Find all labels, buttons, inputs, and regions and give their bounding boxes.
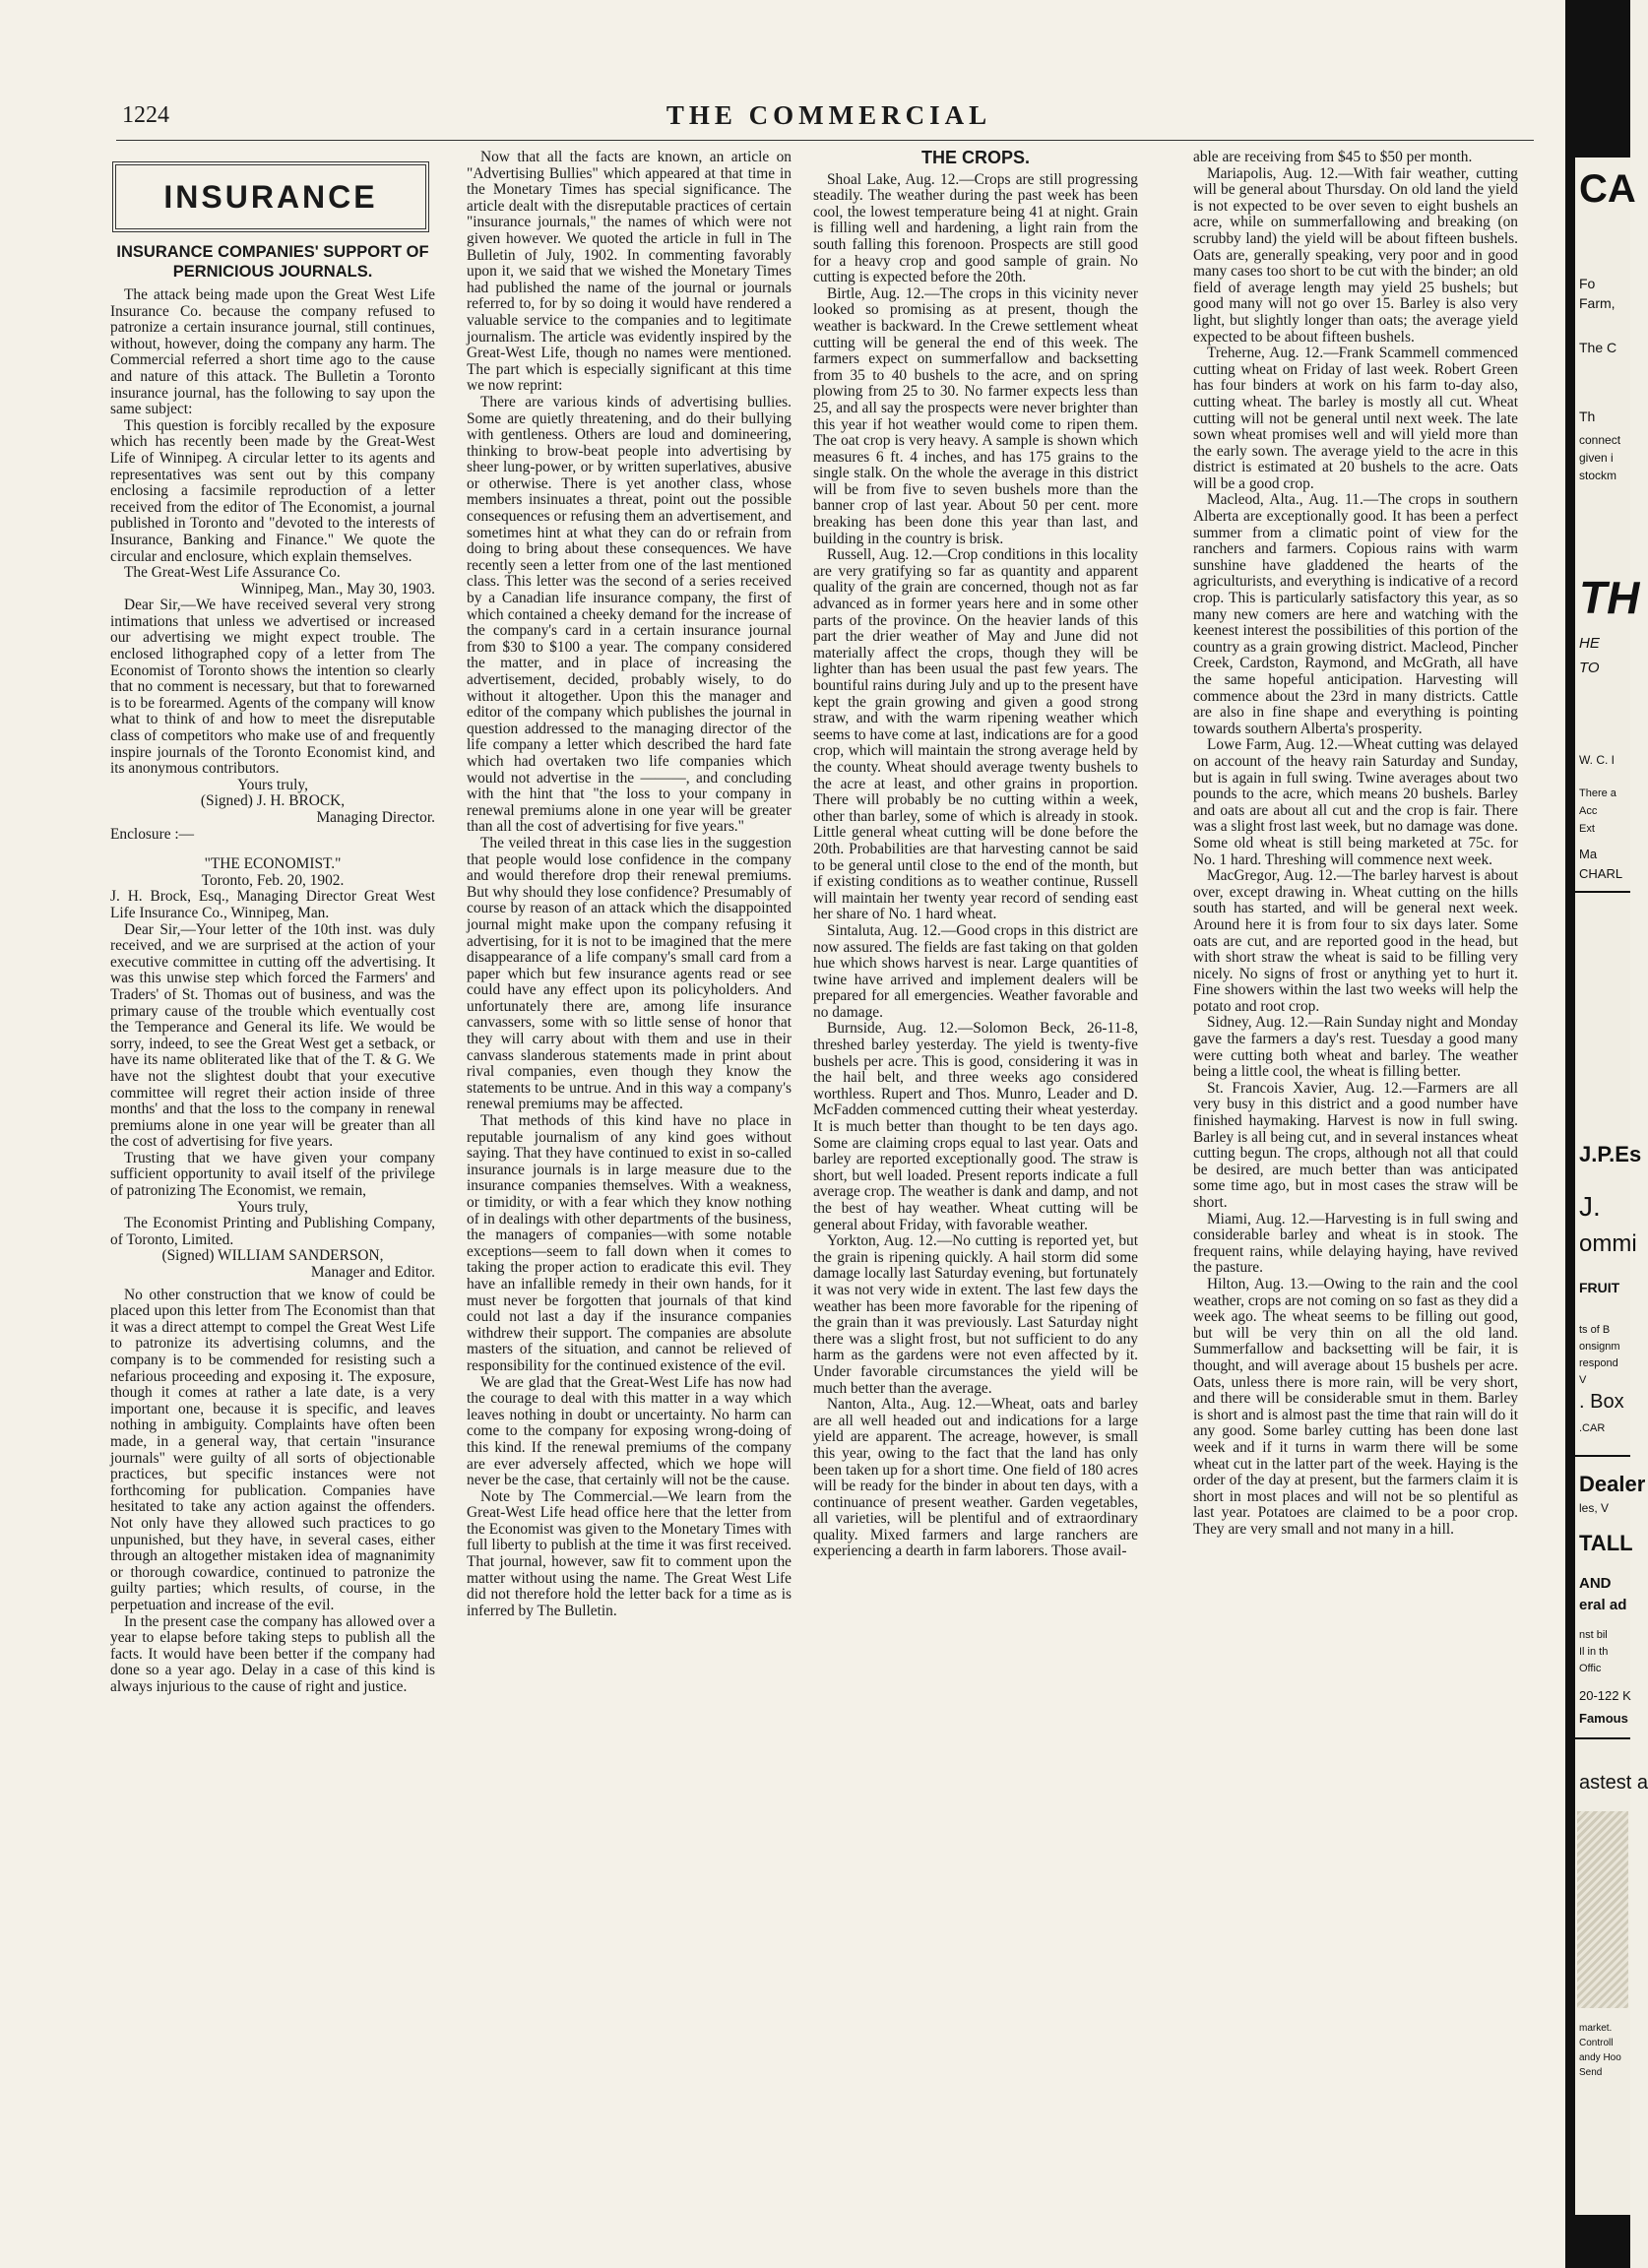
engraving-illustration <box>1577 1811 1628 2008</box>
economist-title: Manager and Editor. <box>310 1264 435 1282</box>
adjacent-text: . Box <box>1579 1391 1624 1413</box>
adjacent-text: CA <box>1579 167 1636 211</box>
adjacent-text: The C <box>1579 340 1617 355</box>
adjacent-text: Il in th <box>1579 1646 1609 1658</box>
crops-heading: THE CROPS. <box>920 148 1030 167</box>
adjacent-text: J.P.Es <box>1579 1142 1642 1166</box>
adjacent-text: TO <box>1579 660 1600 676</box>
adjacent-text: W. C. I <box>1579 753 1615 767</box>
adjacent-text: respond <box>1579 1357 1618 1369</box>
adjacent-text: Controll <box>1579 2038 1614 2048</box>
adjacent-text: CHARL <box>1579 866 1623 881</box>
paragraph: There are various kinds of advertising bullies. Some are quietly threatening, and do their bullying with gentleness. Others are loud and domineering, thinking to brow-beat people into advertising by sheer lung-power, or by written superlatives, abusive or otherwise. There is yet another class, whose members insinuates a threat, point out the possible consequences or refusing them an advertisement, and sometimes hint at what they can do or refrain from doing to bring about these consequences. We have recently seen a letter from one of the last mentioned class. This letter was the second of a series received by a Canadian life insurance company, the first of which contained a cheeky demand for the increase of the company's card in a certain insurance journal from $30 to $100 a year. The company considered the matter, and in place of increasing the advertisement, decided, probably wisely, to do without it altogether. Upon this the manager and editor of the company which publishes the journal in question addressed to the managing director of the life company a letter which described the hard fate which had overtaken two life companies which would not advertise in the ———, and concluding with the hint that "the loss to your company in renewal premiums alone in one year will be greater than all the cost of advertising for five years." <box>467 393 792 836</box>
paragraph: Now that all the facts are known, an article on "Advertising Bullies" which appeared at that time in the Monetary Times has special significance. The article dealt with the disreputable practices of certain "insurance journals," the names of which were not given however. We quoted the article in full in The Bulletin of July, 1902. In commenting favorably upon it, we said that we wished the Monetary Times had published the name of the journal or journals referred to, for by so doing it would have rendered a valuable service to the companies and to legitimate journalism. The article was evidently inspired by the Great-West Life, though no names were mentioned. The part which is especially significant at this time we now reprint: <box>467 149 792 395</box>
economist-sign: (Signed) WILLIAM SANDERSON, <box>161 1247 384 1265</box>
adjacent-text: eral ad <box>1579 1597 1627 1613</box>
crop-report: Mariapolis, Aug. 12.—With fair weather, cutting will be general about Thursday. On old land the yield is not expected to be over seven to eight bushels an acre, while on summerfallowing and breaking (on scrubby land) the yield will be about fifteen bushels. Oats are, generally speaking, very poor and in good many cases too short to be cut with the binder; an old field of average length may yield 25 bushels; but good many will not go over 15. Barley is also very light, but slightly longer than oats; the average yield expected to be about fifteen bushels. <box>1193 164 1518 346</box>
adjacent-text: Th <box>1579 409 1596 424</box>
adjacent-text: Offic <box>1579 1663 1602 1674</box>
adjacent-text: Farm, <box>1579 295 1616 311</box>
header-rule <box>116 140 1534 141</box>
adjacent-text: .CAR <box>1579 1422 1606 1434</box>
crop-report: Hilton, Aug. 13.—Owing to the rain and the cool weather, crops are not coming on so fast as they did a week ago. The wheat seems to be filling out good, but will be very thin on all the old land. Summerfallow and backsetting will be fair, it is thought, and will average about 15 bushels per acre. Oats, unless there is more rain, will be very short, and there will be considerable smut in them. Barley is short and is almost past the time that rain will do it any good. Some barley cutting has been done last week and if it turns in warm there will be some wheat cut in the latter part of the week. Haying is the order of the day at present, but the farmers claim it is short in most places and will not be so plentiful as last year. Potatoes are claimed to be a poor crop. They are very small and not many in a hill. <box>1193 1275 1518 1538</box>
adjacent-text: connect <box>1579 433 1621 447</box>
crop-report: Treherne, Aug. 12.—Frank Scammell commenced cutting wheat on Friday of last week. Robert Green has four binders at work on his farm to-day also, cutting wheat. The barley is mostly all cut. Wheat cutting will not be general until next week. The late sown wheat promises well and will yield more than the early sown. The average yield to the acre in this district is estimated at 20 bushels to the acre. Oats will be a good crop. <box>1193 345 1518 492</box>
adjacent-text: Acc <box>1579 805 1598 817</box>
letter-title: Managing Director. <box>316 809 435 826</box>
crop-report: able are receiving from $45 to $50 per month. <box>1193 149 1473 165</box>
insurance-title-box <box>112 161 429 232</box>
column-insurance-continued <box>467 150 792 1619</box>
column-crops <box>813 150 1138 1560</box>
crop-report: Sintaluta, Aug. 12.—Good crops in this district are now assured. The fields are fast taking on that golden hue which shows harvest is near. Large quantities of twine have arrived and implement dealers will be prepared for all emergencies. Weather favorable and no damage. <box>813 921 1138 1021</box>
adjacent-text: AND <box>1579 1575 1612 1592</box>
crop-report: Shoal Lake, Aug. 12.—Crops are still progressing steadily. The weather during the past week has been cool, the lowest temperature being 41 at night. Grain is filling well and hardening, a light rain from the south falling this forenoon. Prospects are still good for a heavy crop and good sample of grain. No cutting is expected before the 20th. <box>813 170 1138 286</box>
adjacent-text: stockm <box>1579 469 1617 482</box>
letter-date: Winnipeg, Man., May 30, 1903. <box>240 580 435 598</box>
adjacent-text: V <box>1579 1374 1587 1386</box>
economist-body-2: Trusting that we have given your company sufficient opportunity to avail itself of the privilege of patronizing The Economist, we remain, <box>110 1149 435 1200</box>
adjacent-text: Fo <box>1579 276 1596 291</box>
crop-report: Russell, Aug. 12.—Crop conditions in this locality are very gratifying so far as quantity and apparent quality of the grain are concerned, though not as far advanced as in former years here and in some other parts of the province. On the heavier lands of this part the drier weather of May and June did not materially affect the crops, though they will be lighter than has been usual the past few years. The bountiful rains during July and up to the present have kept the grain growing and given a good strong straw, and with the warm ripening weather which seems to have come at last, indications are for a good crop, which will maintain the strong average held by the county. Wheat should average twenty bushels to the acre at least, and other grains in proportion. There will probably be no cutting within a week, other than barley, some of which is already in stook. Little general wheat cutting will be done before the 20th. Probabilities are that harvesting cannot be said to be general until close to the end of the month, but if existing conditions as to weather continue, Russell will maintain her twenty year record of sending east her share of No. 1 hard wheat. <box>813 546 1138 923</box>
paragraph: That methods of this kind have no place in reputable journalism of any kind goes without saying. That they have continued to exist in so-called insurance journals is in large measure due to the insurance companies themselves. With a weakness, or timidity, or with a fear which they know nothing of in dealings with other departments of the business, the managers of companies—with some notable exceptions—seem to fall down when it comes to taking the proper action to eradicate this evil. They have an infallible remedy in their own hands, for it must never be forgotten that journals of that kind could not last a day if the insurance companies withdrew their support. The companies are absolute masters of the situation, and cannot be relieved of responsibility for the continued existence of the evil. <box>467 1112 792 1374</box>
economist-from: The Economist Printing and Publishing Company, of Toronto, Limited. <box>110 1215 435 1248</box>
paragraph: The attack being made upon the Great West Life Insurance Co. because the company refused to patronize a certain insurance journal, still continues, without, however, doing the company any harm. The Commercial referred a short time ago to the cause and nature of this attack. The Bulletin a Toronto insurance journal, has the following to say upon the same subject: <box>110 286 435 418</box>
crop-report: Birtle, Aug. 12.—The crops in this vicinity never looked so promising as at present, though the weather is backward. In the Crewe settlement wheat cutting will be general the end of this week. The farmers expect on summerfallow and backsetting from 35 to 40 bushels to the acre, and on spring plowing from 25 to 30. No farmer expects less than 25, and all say the prospects were never brighter than this year if hot weather would come to ripen them. The oat crop is very heavy. A sample is shown which measures 6 ft. 4 inches, and has 175 grains to the single stalk. On the whole the average in this district will be from five to seven bushels more than the banner crop of last year. About 50 per cent. more breaking has been done this year than last, and building in the country is brisk. <box>813 284 1138 547</box>
adjacent-text: given i <box>1579 451 1614 465</box>
enclosure-label: Enclosure :— <box>110 825 195 843</box>
letter-sign: (Signed) J. H. BROCK, <box>200 792 346 810</box>
adjacent-text: Send <box>1579 2067 1603 2078</box>
article-subhead: INSURANCE COMPANIES' SUPPORT OF PERNICIOUS JOURNALS. <box>116 243 429 281</box>
crop-report: MacGregor, Aug. 12.—The barley harvest is about over, except drawing in. Wheat cutting on the hills south has started, and will be general next week. Around here it is from four to six days later. Some oats are cut, and are reported good in the head, but with short straw the wheat is said to be filling very nicely. No signs of frost or anything yet to hurt it. Fine showers within the last two weeks will help the potato and root crop. <box>1193 867 1518 1015</box>
adjacent-text: ommi <box>1579 1230 1637 1257</box>
crop-report: Nanton, Alta., Aug. 12.—Wheat, oats and barley are all well headed out and indications for a large yield are apparent. The acreage, however, is small this year, owing to the fact that the land has only been taken up for a short time. One field of 180 acres will be ready for the binder in about ten days, with a continuance of present weather. Garden vegetables, all varieties, will be plentiful and of extraordinary quality. Mixed farmers and large ranchers are experiencing a dearth in farm laborers. Those avail- <box>813 1396 1138 1560</box>
insurance-title: INSURANCE <box>163 178 378 215</box>
letter-body: Dear Sir,—We have received several very strong intimations that unless we advertised or increased our advertising we might expect trouble. The enclosed lithographed copy of a letter from The Economist of Toronto shows the intention so clearly that no comment is necessary, but that to forewarned is to be forearmed. Agents of the company will know what to think of and how to meet the disreputable class of competitors who make use of and frequently inspire journals of the Toronto Economist kind, and its anonymous contributors. <box>110 597 435 778</box>
adjacent-text: 20-122 K <box>1579 1688 1631 1703</box>
adjacent-text: andy Hoo <box>1579 2052 1621 2063</box>
adjacent-text: nst bil <box>1579 1629 1608 1641</box>
adjacent-text: There a <box>1579 788 1616 799</box>
column-insurance <box>110 150 435 1695</box>
adjacent-text: Ext <box>1579 823 1595 835</box>
masthead: THE COMMERCIAL <box>666 100 992 130</box>
adjacent-text: J. <box>1579 1191 1601 1222</box>
adjacent-text: les, V <box>1579 1501 1610 1515</box>
paragraph: Note by The Commercial.—We learn from the Great-West Life head office here that the letter from the Economist was given to the Monetary Times with full liberty to publish at the time it was first received. That journal, however, saw fit to comment upon the matter without using the name. The Great West Life did not therefore hold the letter back for a time as is inferred by The Bulletin. <box>467 1487 792 1619</box>
adjacent-text: FRUIT <box>1579 1280 1620 1295</box>
page-header <box>122 102 1536 142</box>
adjacent-text: ts of B <box>1579 1324 1611 1336</box>
adjacent-page-fragment <box>1575 158 1648 2215</box>
adjacent-text: astest a <box>1579 1772 1648 1794</box>
column-crops-continued <box>1193 150 1518 1538</box>
adjacent-text: Dealer <box>1579 1472 1646 1496</box>
adjacent-text: onsignm <box>1579 1341 1620 1353</box>
crop-report: Yorkton, Aug. 12.—No cutting is reported yet, but the grain is ripening quickly. A hail storm did some damage locally last Saturday evening, but fortunately it was not very wide in extent. The last few days the weather has been more favorable for the ripening of the grain than it was previously. Last Saturday night there was a slight frost, but not sufficient to do any harm as the gardens were not even affected by it. Under favorable circumstances the yield will be much better than the average. <box>813 1232 1138 1397</box>
letter-close: Yours truly, <box>237 776 308 793</box>
crop-report: Sidney, Aug. 12.—Rain Sunday night and Monday gave the farmers a day's rest. Tuesday a good many were cutting both wheat and barley. The weather being a little cool, the wheat is filling better. <box>1193 1014 1518 1081</box>
adjacent-text: TH <box>1579 572 1640 623</box>
crop-report: Burnside, Aug. 12.—Solomon Beck, 26-11-8, threshed barley yesterday. The yield is twenty-five bushels per acre. This is good, considering it was in the hail belt, and three weeks ago considered worthless. Rupert and Thos. Munro, Leader and D. McFadden commenced cutting their wheat yesterday. It is much better than thought to be ten days ago. Some are claiming crops equal to last year. Oats and barley are reported exceptionally good. The straw is short, but well loaded. Present reports indicate a full average crop. The weather is dank and damp, and not the best of hay weather. Wheat cutting will be general about Friday, with favorable weather. <box>813 1020 1138 1233</box>
economist-heading: "THE ECONOMIST." <box>204 855 342 873</box>
page-number: 1224 <box>122 102 169 128</box>
adjacent-text: Famous <box>1579 1711 1628 1726</box>
economist-close: Yours truly, <box>237 1198 308 1216</box>
letter-from: The Great-West Life Assurance Co. <box>124 564 341 582</box>
paragraph: In the present case the company has allowed over a year to elapse before taking steps to publish all the facts. It would have been better if the company had done so a year ago. Delay in a case of this kind is always injurious to the cause of right and justice. <box>110 1612 435 1695</box>
crop-report: Macleod, Alta., Aug. 11.—The crops in southern Alberta are exceptionally good. It has been a perfect summer from a climatic point of view for the ranchers and farmers. Copious rains with warm sunshine have gladdened the hearts of the agriculturists, and everything is indicative of a record crop. This is particularly satisfactory this year, as so many new comers are here and watching with the keenest interest the possibilities of this portion of the country as a grain growing district. Macleod, Pincher Creek, Cardston, Raymond, and McGrath, all have the same hopeful anticipation. Harvesting will commence about the 23rd in many districts. Cattle are also in fine shape and everything is pointing towards southern Alberta's prosperity. <box>1193 491 1518 737</box>
crop-report: Miami, Aug. 12.—Harvesting is in full swing and considerable barley and wheat is in stook. The frequent rains, while delaying haying, have revived the pasture. <box>1193 1210 1518 1277</box>
crop-report: St. Francois Xavier, Aug. 12.—Farmers are all very busy in this district and a good number have finished haymaking. Harvest is now in full swing. Barley is all being cut, and in several instances wheat cutting begun. The crops, although not all that could be desired, are much better than was anticipated some time ago, but in most cases the straw will be short. <box>1193 1079 1518 1211</box>
paragraph: The veiled threat in this case lies in the suggestion that people would lose confidence in the company and would therefore drop their renewal premiums. But why should they lose confidence? Presumably of course by reason of an attack which the disappointed journal might make upon the company refusing it advertising, for it is not to be imagined that the mere disappearance of a life company's small card from a paper which but few insurance agents read or see could have any effect upon its policyholders. And unfortunately there are, among life insurance canvassers, some with so little sense of honor that they will carry about with them and use in their canvass slanderous statements made in print about rival companies, even though they know the statements to be untrue. And in this way a company's renewal premiums may be affected. <box>467 834 792 1113</box>
economist-date: Toronto, Feb. 20, 1902. <box>201 871 345 889</box>
adjacent-text: Ma <box>1579 847 1598 861</box>
economist-address: J. H. Brock, Esq., Managing Director Great West Life Insurance Co., Winnipeg, Man. <box>110 888 435 921</box>
economist-body: Dear Sir,—Your letter of the 10th inst. was duly received, and we are surprised at the action of your executive committee in cutting off the advertising. It was this unwise step which forced the Farmers' and Traders' of St. Thomas out of business, and was the primary cause of the trouble which eventually cost the Temperance and General its life. We would be sorry, indeed, to see the Great West get a setback, or have its name obliterated like that of the T. & G. We have not the slightest doubt that your executive committee will regret their action inside of three months' and that the loss to the company in renewal premiums alone in one year will be greater than all the cost of advertising for five years. <box>110 920 435 1151</box>
paragraph: This question is forcibly recalled by the exposure which has recently been made by the Great-West Life of Winnipeg. A circular letter to its agents and representatives was sent out by this company enclosing a facsimile reproduction of a letter received from the editor of The Economist, a journal published in Toronto and "devoted to the interests of Insurance, Banking and Finance." We quote the circular and enclosure, which explain themselves. <box>110 416 435 565</box>
paragraph: We are glad that the Great-West Life has now had the courage to deal with this matter in a way which leaves nothing in doubt or uncertainty. No harm can come to the company for exposing wrong-doing of this kind. If the renewal premiums of the company are ever adversely affected, which we hope will never be the case, that certainly will not be the cause. <box>467 1373 792 1489</box>
adjacent-text: HE <box>1579 635 1600 652</box>
adjacent-text: TALL <box>1579 1531 1633 1555</box>
adjacent-text: market. <box>1579 2023 1613 2034</box>
crop-report: Lowe Farm, Aug. 12.—Wheat cutting was delayed on account of the heavy rain Saturday and Sunday, but is again in full swing. Twine averages about two pounds to the acre, which means 20 bushels. Barley and oats are about all cut and the crop is fair. There was a slight frost last week, but no damage was done. Some old wheat is still being marketed at 75c. for No. 1 hard. Threshing will commence next week. <box>1193 736 1518 868</box>
paragraph: No other construction that we know of could be placed upon this letter from The Economist than that it was a direct attempt to compel the Great West Life to patronize its advertising columns, and the company is to be commended for resisting such a nefarious proceeding and exposing it. The exposure, though it comes at rather a late date, is a very important one, because it is specific, and leaves nothing in ambiguity. Complaints have often been made, in a general way, that certain "insurance journals" were guilty of all sorts of objectionable practices, but specific instances were not forthcoming for publication. Companies have hesitated to take any action against the offenders. Not only have they allowed such practices to go unpunished, but they have, in several cases, either through an altogether mistaken idea of magnanimity or thorough cowardice, continued to patronize the guilty parties; which results, of course, in the perpetuation and increase of the evil. <box>110 1286 435 1613</box>
